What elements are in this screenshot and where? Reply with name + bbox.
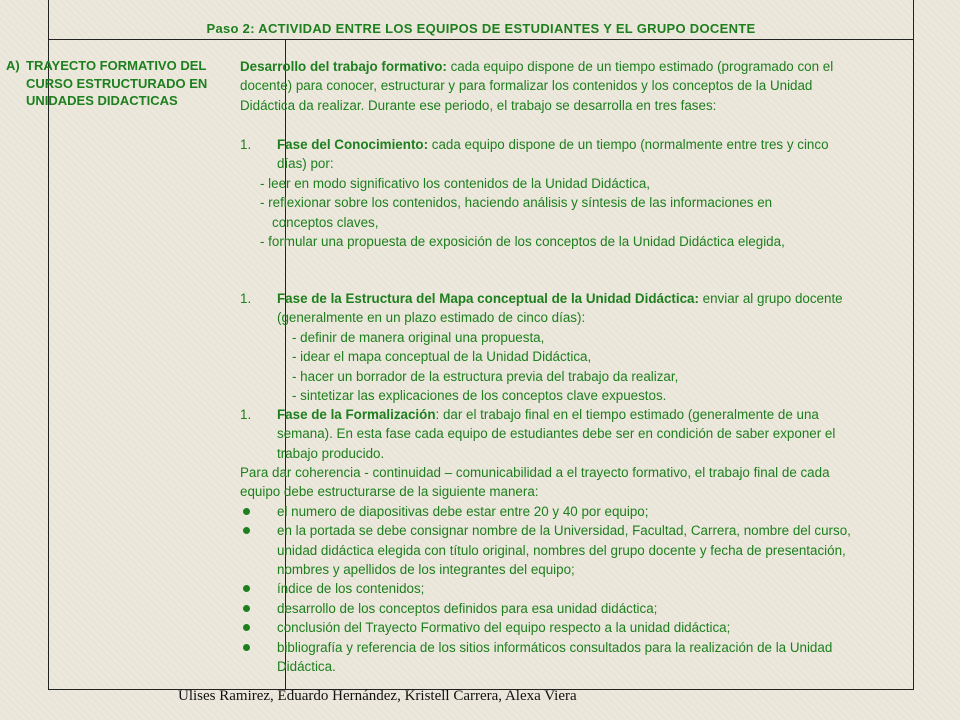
table-header-row [49, 0, 913, 40]
phase2-heading [240, 289, 860, 328]
phase1-text: cada equipo dispone de un tiempo (normalmente entre tres y cinco días) por: [277, 137, 829, 172]
phase2-title: Fase de la Estructura del Mapa conceptual de la Unidad Didáctica: [277, 291, 699, 306]
list-item: desarrollo de los conceptos definidos para esa unidad didáctica; [240, 599, 860, 618]
phase1-item: - reflexionar sobre los contenidos, haciendo análisis y síntesis de las informaciones en [260, 195, 773, 211]
phase1-title: Fase del Conocimiento: [277, 137, 429, 152]
phase1-heading [240, 135, 860, 174]
phase1-item: - leer en modo significativo los contenidos de la Unidad Didáctica, [260, 175, 651, 191]
phase1-item: - formular una propuesta de exposición de los conceptos de la Unidad Didáctica elegida, [260, 234, 785, 250]
phase2-item: - definir de manera original una propuesta, [292, 329, 545, 345]
list-item: bibliografía y referencia de los sitios informáticos consultados para la realización de la Unidad Didáctica. [240, 638, 860, 677]
phase3-number: 1. [240, 407, 252, 422]
phase1-item: conceptos claves, [272, 214, 379, 230]
intro-title: Desarrollo del trabajo formativo: [240, 59, 447, 74]
phase3-heading [240, 405, 860, 463]
phase3-text: : dar el trabajo final en el tiempo estimado (generalmente de una semana). En esta fase cada equipo de estudiantes debe ser en condición de saber exponer el trabajo producido. [277, 407, 836, 461]
left-cell-text: TRAYECTO FORMATIVO DEL CURSO ESTRUCTURADO EN UNIDADES DIDACTICAS [26, 58, 208, 108]
phase3-block [240, 405, 860, 463]
phase1-number: 1. [240, 137, 252, 152]
phase2-item: - idear el mapa conceptual de la Unidad Didáctica, [292, 349, 592, 365]
intro-paragraph [240, 57, 860, 115]
list-item: índice de los contenidos; [240, 579, 860, 598]
phase2-item: - hacer un borrador de la estructura previa del trabajo da realizar, [292, 368, 679, 384]
phase2-block [240, 289, 860, 405]
phase2-item: - sintetizar las explicaciones de los conceptos clave expuestos. [292, 388, 667, 404]
bullet-dot-icon [240, 521, 277, 579]
bullet-dot-icon [240, 502, 277, 521]
intro-text: cada equipo dispone de un tiempo estimado (programado con el docente) para conocer, estructurar y para formalizar los contenidos y los conceptos de la Unidad Didáctica da realizar. Durante ese periodo, el trabajo se desarrolla en tres fases: [240, 59, 834, 113]
phase3-title: Fase de la Formalización [277, 407, 436, 422]
bullet-dot-icon [240, 579, 277, 598]
phase1-block [240, 135, 860, 251]
coherence-text: Para dar coherencia - continuidad – comunicabilidad a el trayecto formativo, el trabajo final de cada equipo debe estructurarse de la siguiente manera: [240, 465, 830, 500]
table-header-title: Paso 2: ACTIVIDAD ENTRE LOS EQUIPOS DE ESTUDIANTES Y EL GRUPO DOCENTE [206, 21, 756, 36]
phase2-number: 1. [240, 291, 252, 306]
phase2-text: enviar al grupo docente (generalmente en un plazo estimado de cinco días): [277, 291, 843, 326]
list-item: conclusión del Trayecto Formativo del equipo respecto a la unidad didáctica; [240, 618, 860, 637]
left-cell-title [6, 57, 232, 110]
list-item: el numero de diapositivas debe estar entre 20 y 40 por equipo; [240, 502, 860, 521]
left-cell-marker: A) [6, 58, 20, 73]
list-item: en la portada se debe consignar nombre de la Universidad, Facultad, Carrera, nombre del curso, unidad didáctica elegida con título original, nombres del grupo docente y fecha de presentación, nombres y apellidos de los integrantes del equipo; [240, 521, 860, 579]
coherence-block [240, 463, 860, 676]
bullet-dot-icon [240, 638, 277, 677]
bullet-dot-icon [240, 618, 277, 637]
bullet-dot-icon [240, 599, 277, 618]
footer-authors: Ulises Ramirez, Eduardo Hernández, Kristell Carrera, Alexa Viera [178, 688, 577, 704]
